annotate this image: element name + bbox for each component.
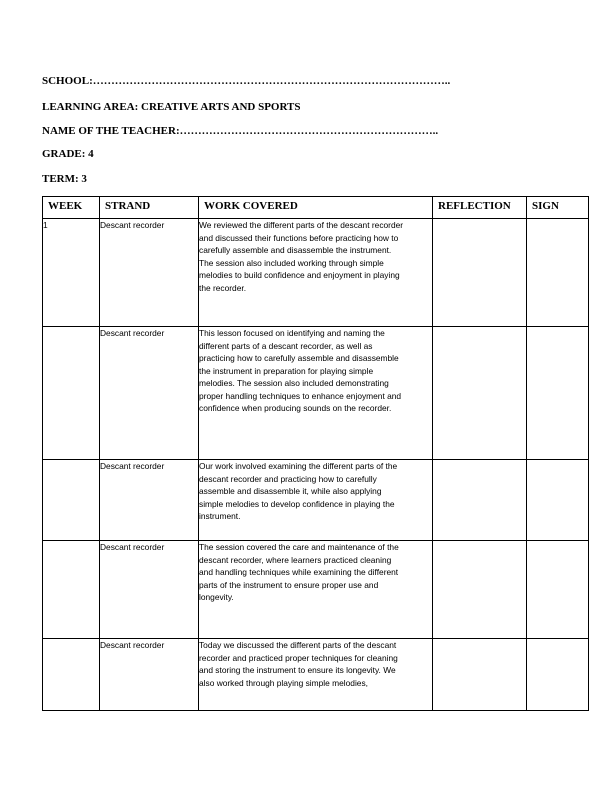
work-covered-cell [199, 460, 433, 541]
reflection-cell[interactable] [433, 327, 527, 460]
table-header-row [43, 197, 589, 219]
table-row [43, 219, 589, 327]
week-cell: 1 [43, 219, 100, 327]
work-covered-text: Today we discussed the different parts of the descant recorder and practiced proper techniques for cleaning and storing the instrument to ensure its longevity. We also worked through playing simple melodies, [199, 640, 398, 688]
column-header-work-covered: WORK COVERED [199, 197, 433, 219]
sign-cell[interactable] [527, 460, 589, 541]
record-of-work-table [42, 196, 589, 711]
strand-cell: Descant recorder [100, 541, 199, 639]
reflection-cell[interactable] [433, 460, 527, 541]
term: TERM: 3 [42, 173, 87, 185]
work-covered-cell [199, 639, 433, 711]
reflection-cell[interactable] [433, 541, 527, 639]
column-header-reflection: REFLECTION [433, 197, 527, 219]
table-row [43, 639, 589, 711]
table-row [43, 460, 589, 541]
sign-cell[interactable] [527, 639, 589, 711]
strand-cell: Descant recorder [100, 639, 199, 711]
week-cell [43, 541, 100, 639]
work-covered-cell [199, 541, 433, 639]
sign-cell[interactable] [527, 327, 589, 460]
strand-cell: Descant recorder [100, 219, 199, 327]
sign-cell[interactable] [527, 541, 589, 639]
learning-area: LEARNING AREA: CREATIVE ARTS AND SPORTS [42, 101, 301, 113]
work-covered-cell [199, 219, 433, 327]
week-cell [43, 460, 100, 541]
strand-cell: Descant recorder [100, 460, 199, 541]
strand-cell: Descant recorder [100, 327, 199, 460]
column-header-sign: SIGN [527, 197, 589, 219]
reflection-cell[interactable] [433, 639, 527, 711]
work-covered-text: The session covered the care and maintenance of the descant recorder, where learners practiced cleaning and handling techniques while examining the different parts of the instrument to ensure proper use and longevity. [199, 542, 399, 602]
reflection-cell[interactable] [433, 219, 527, 327]
work-covered-text: Our work involved examining the different parts of the descant recorder and practicing how to carefully assemble and disassemble it, while also applying simple melodies to develop confidence in playing the instrument. [199, 461, 398, 521]
work-covered-text: We reviewed the different parts of the descant recorder and discussed their functions before practicing how to carefully assemble and disassemble the instrument. The session also included working through simple melodies to build confidence and enjoyment in playing the recorder. [199, 220, 404, 293]
work-covered-text: This lesson focused on identifying and naming the different parts of a descant recorder, as well as practicing how to carefully assemble and disassemble the instrument in preparation for playing simple melodies. The session also included demonstrating proper handling techniques to enhance enjoyment and confidence when producing sounds on the recorder. [199, 328, 402, 413]
work-covered-cell [199, 327, 433, 460]
week-cell [43, 327, 100, 460]
column-header-strand: STRAND [100, 197, 199, 219]
table-row [43, 327, 589, 460]
grade: GRADE: 4 [42, 148, 94, 160]
school-field: SCHOOL:…………………………………………………………………………………….. [42, 75, 451, 87]
sign-cell[interactable] [527, 219, 589, 327]
teacher-name-field: NAME OF THE TEACHER:…………………………………………………………….. [42, 125, 439, 137]
table-row [43, 541, 589, 639]
column-header-week: WEEK [43, 197, 100, 219]
week-cell [43, 639, 100, 711]
